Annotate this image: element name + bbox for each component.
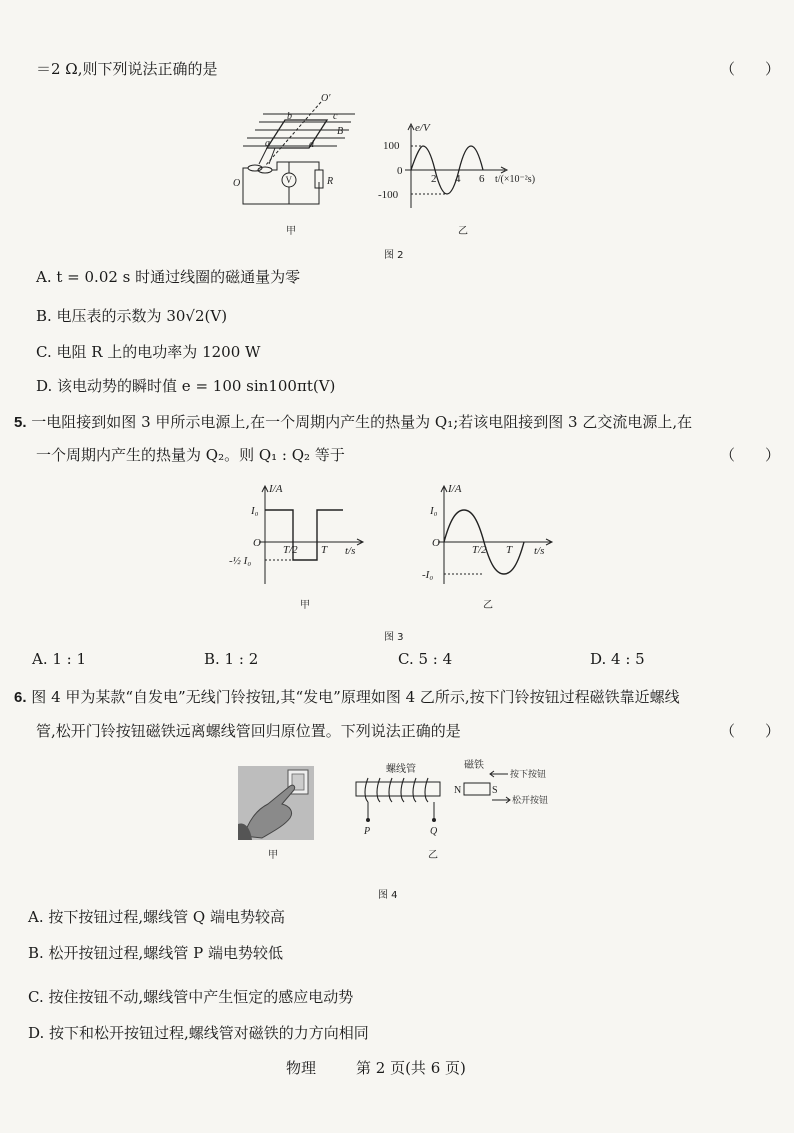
fig3-yi-neg-I0: -I₀ — [422, 569, 434, 581]
q6-option-a: A. 按下按钮过程,螺线管 Q 端电势较高 — [28, 908, 285, 926]
q5-answer-paren: （ ） — [720, 446, 781, 464]
fig3-jia-ylabel: I/A — [269, 483, 283, 495]
fig4-yi-label: 乙 — [428, 850, 438, 861]
fig3-yi-xlabel: t/s — [534, 545, 545, 557]
fig3-yi-T-half: T/2 — [472, 544, 487, 556]
fig3-yi-I0: I₀ — [430, 505, 438, 517]
fig3-yi-graph — [410, 480, 560, 592]
fig4-magnet-N: N — [454, 785, 462, 796]
fig2-graph-ytick-neg100: -100 — [378, 189, 399, 201]
q6-answer-paren: （ ） — [720, 722, 781, 740]
fig4-yi-diagram — [350, 758, 550, 840]
q6-option-b: B. 松开按钮过程,螺线管 P 端电势较低 — [28, 944, 283, 962]
q4-option-b: B. 电压表的示数为 30√2(V) — [36, 307, 228, 325]
q4-answer-paren: （ ） — [720, 60, 781, 78]
fig3-jia-T-half: T/2 — [283, 544, 298, 556]
fig4-jia-label: 甲 — [268, 850, 278, 861]
fig3-jia-graph — [225, 480, 365, 592]
q4-option-c: C. 电阻 R 上的电功率为 1200 W — [36, 343, 261, 361]
fig4-magnet-label: 磁铁 — [464, 760, 484, 771]
fig3-jia-T: T — [321, 544, 328, 556]
fig2-voltmeter-V: V — [285, 175, 292, 185]
q6-option-d: D. 按下和松开按钮过程,螺线管对磁铁的力方向相同 — [28, 1024, 369, 1042]
fig3-jia-neg-half-I0: -½ I₀ — [229, 555, 252, 567]
fig2-graph-ytick-0: 0 — [397, 165, 403, 177]
fig4-release-label: 松开按钮 — [512, 795, 549, 805]
fig2-graph-xtick-2: 2 — [431, 173, 437, 185]
fig3-yi-ylabel: I/A — [448, 483, 462, 495]
q6-number: 6. — [14, 689, 27, 706]
fig2-graph-xtick-4: 4 — [455, 173, 461, 185]
q5-option-a: A. 1 : 1 — [32, 650, 87, 668]
fig2-graph-xtick-6: 6 — [479, 173, 485, 185]
q6-stem-line1 — [14, 686, 680, 707]
q6-stem-text1: 图 4 甲为某款“自发电”无线门铃按钮,其“发电”原理如图 4 乙所示,按下门铃按钮过程磁铁靠近螺线 — [31, 688, 680, 706]
fig2-graph-ytick-100: 100 — [383, 140, 400, 152]
fig2-graph-ylabel: e/V — [415, 122, 430, 134]
fig4-press-label: 按下按钮 — [510, 769, 547, 779]
fig2-label-R: R — [327, 176, 334, 187]
fig4-solenoid-label: 螺线管 — [386, 764, 416, 775]
fig4-terminal-P-dot — [366, 818, 370, 822]
fig4-terminal-P: P — [364, 826, 371, 837]
fig3-yi-T: T — [506, 544, 513, 556]
fig4-magnet-S: S — [492, 785, 498, 796]
q5-stem-text1: 一电阻接到如图 3 甲所示电源上,在一个周期内产生的热量为 Q₁;若该电阻接到图 3 乙交流电源上,在 — [31, 413, 693, 431]
fig4-terminal-Q-dot — [432, 818, 436, 822]
fig3-jia-xlabel: t/s — [345, 545, 356, 557]
q4-option-d: D. 该电动势的瞬时值 e = 100 sin100πt(V) — [36, 377, 336, 395]
fig2-yi-graph — [375, 118, 560, 218]
fig4-terminal-Q: Q — [430, 826, 438, 837]
fig2-graph-xlabel: t/(×10⁻²s) — [495, 174, 536, 185]
fig2-label-b: b — [287, 111, 292, 122]
footer-page-number: 第 2 页(共 6 页) — [356, 1059, 466, 1077]
q5-stem-line2: 一个周期内产生的热量为 Q₂。则 Q₁ : Q₂ 等于 — [36, 446, 345, 464]
fig2-label-O: O — [233, 178, 241, 189]
fig2-yi-label: 乙 — [458, 226, 468, 237]
q4-intro: ＝2 Ω,则下列说法正确的是 — [36, 60, 218, 78]
footer-subject: 物理 — [286, 1059, 317, 1077]
fig2-label-c: c — [333, 111, 338, 122]
q5-number: 5. — [14, 414, 27, 431]
fig2-label-a: a — [265, 138, 270, 149]
fig2-label-O-prime: O′ — [321, 93, 331, 104]
q4-option-a: A. t = 0.02 s 时通过线圈的磁通量为零 — [36, 268, 301, 286]
fig4-caption: 图 4 — [378, 890, 398, 901]
fig3-jia-origin: O — [253, 537, 261, 549]
fig2-caption: 图 2 — [384, 250, 404, 261]
fig2-jia-label: 甲 — [286, 226, 296, 237]
fig4-jia-photo — [238, 766, 314, 840]
fig3-jia-I0: I₀ — [251, 505, 259, 517]
q5-option-d: D. 4 : 5 — [590, 650, 645, 668]
fig3-yi-label: 乙 — [483, 600, 493, 611]
fig3-jia-label: 甲 — [300, 600, 310, 611]
q5-stem-line1 — [14, 411, 692, 432]
q5-option-b: B. 1 : 2 — [204, 650, 259, 668]
fig2-label-d: d — [309, 139, 314, 150]
fig2-label-B: B — [337, 126, 344, 137]
fig3-yi-origin: O — [432, 537, 440, 549]
q6-stem-line2: 管,松开门铃按钮磁铁远离螺线管回归原位置。下列说法正确的是 — [36, 722, 461, 740]
q5-option-c: C. 5 : 4 — [398, 650, 453, 668]
fig2-jia-diagram — [225, 92, 355, 220]
fig3-caption: 图 3 — [384, 632, 404, 643]
q6-option-c: C. 按住按钮不动,螺线管中产生恒定的感应电动势 — [28, 988, 354, 1006]
